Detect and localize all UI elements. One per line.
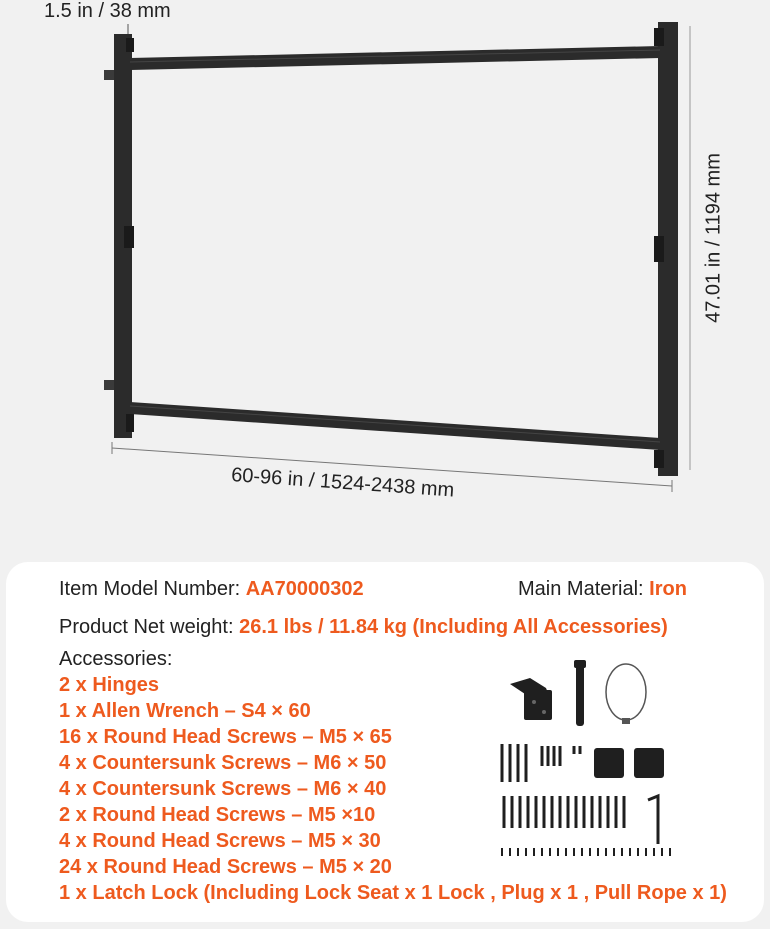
accessory-item: 2 x Round Head Screws – M5 ×10 [59,804,376,826]
model-row [59,578,364,601]
accessory-item: 4 x Countersunk Screws – M6 × 50 [59,752,387,774]
specs-card [6,562,764,922]
accessory-item: 1 x Allen Wrench – S4 × 60 [59,700,311,722]
material-label: Main Material: [518,578,644,600]
accessory-item: 2 x Hinges [59,674,160,696]
model-label: Item Model Number: [59,578,241,600]
width-label: 60-96 in / 1524-2438 mm [230,464,455,502]
accessory-item: 1 x Latch Lock (Including Lock Seat x 1 Lock , Plug x 1 , Pull Rope x 1) [59,882,727,904]
parts-illustration [490,658,690,868]
post-width-label: 1.5 in / 38 mm [44,0,171,22]
height-label: 47.01 in / 1194 mm [702,153,725,323]
material-value: Iron [649,578,687,600]
accessory-item: 4 x Countersunk Screws – M6 × 40 [59,778,387,800]
material-row [518,578,687,601]
hinge-bracket-icon [594,748,664,778]
pull-rope-icon [606,664,646,724]
latch-lock-icon [574,660,586,726]
weight-row [59,616,668,639]
model-value: AA70000302 [245,578,364,600]
hinge-icon [510,678,552,720]
accessory-item: 16 x Round Head Screws – M5 × 65 [59,726,392,748]
accessory-item: 24 x Round Head Screws – M5 × 20 [59,856,392,878]
allen-wrench-icon [648,796,658,844]
accessory-item: 4 x Round Head Screws – M5 × 30 [59,830,381,852]
accessories-label: Accessories: [59,648,173,670]
small-screws-icon [502,848,670,856]
weight-label: Product Net weight: [59,616,234,638]
weight-value: 26.1 lbs / 11.84 kg (Including All Accessories) [239,616,668,638]
